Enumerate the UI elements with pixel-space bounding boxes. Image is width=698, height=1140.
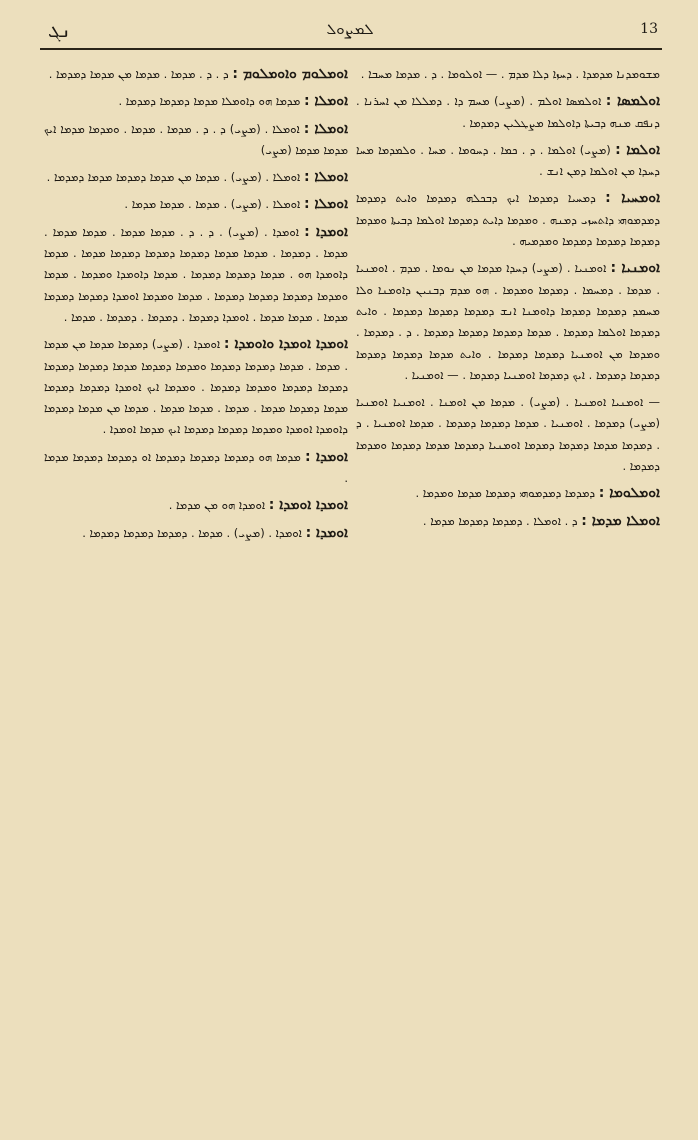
page-header <box>40 16 660 52</box>
page-number: 13 <box>640 21 658 37</box>
dictionary-entry <box>44 523 348 544</box>
entry-text: ܡܕܡܐ ܗܘ ܕܡܕܡܐ ܕܡܕܡܐ ܕܡܕܡܐ ܐܘ ܕܡܕܡܐ ܕܡܕܡܐ ܡܕܡܐ . <box>44 449 348 486</box>
entry-headword: ܐܘܡܠܘܡ ܘܐܘܡܠܘܡ : <box>232 66 348 82</box>
entry-headword: ܐܘܡܕܐ : <box>305 524 348 541</box>
right-column <box>356 64 660 1124</box>
running-title: ܠܡܨܘܠ <box>326 20 374 38</box>
entry-text: ܐܘܡܕܐ . (ܡܨܝ) . ܡܕܡܐ . ܕܡܕܡܐ ܕܡܕܡܐ ܕܡܕܡܐ . <box>82 525 302 540</box>
entry-headword: ܐܘܡܕܐ ܐܘܡܕܐ : <box>268 497 348 514</box>
dictionary-entry <box>44 495 348 516</box>
entry-text: ܐܘܡܕܐ . (ܡܨܝ) ܕܡܕܡܐ ܡܕܡܐ ܡܢ ܡܕܡܐ . ܡܕܡܐ . ܡܕܡܐ ܕܡܕܡܐ ܕܡܕܡܐ ܘܡܕܡܐ ܕܡܕܡܐ ܡܕܡܐ ܕܡܕܡܐ ܕܡܕܡܐ ܕܡܕܡܐ ܕܡܕܡܐ ܘܡܕܡܐ ܕܡܕܡܐ . ܘܡܕܡܐ ܐܝܟ ܐܘܡܕܐ ܕܡܕܡܐ ܕܡܕܡܐ ܡܕܡܐ ܕܡܕܡܐ ܡܕܡܐ . ܡܕܡܐ . ܡܕܡܐ ܡܕܡܐ . ܡܕܡܐ ܡܢ ܡܕܡܐ ܕܡܕܡܐ ܕܐܘܡܕܐ ܐܘܡܕܐ ܘܡܕܡܐ ܕܡܕܡܐ ܕܡܕܡܐ ܐܝܟ ܡܕܡܐ ܐܘܡܕܐ . <box>44 337 348 437</box>
dictionary-entry <box>44 167 348 188</box>
dictionary-entry <box>44 119 348 162</box>
entry-text: ܐܘܡܕܐ ܗܘ ܡܢ ܡܕܡܐ . <box>168 498 266 513</box>
entry-text: ܕ . ܕ . ܡܕܡܐ . ܡܕܡܐ ܡܢ ܡܕܡܐ ܕܡܕܡܐ . <box>48 67 229 81</box>
entry-headword: ܐܘܡܕܐ : <box>305 448 348 465</box>
entry-headword: ܐܘܡܠܐ ܡܕܡܐ : <box>581 512 660 529</box>
entry-text: ܐܘܡܠܐ . (ܡܨܝ) . ܡܕܡܐ ܡܢ ܡܕܡܐ ܕܡܕܡܐ ܡܕܡܐ ܕܡܕܡܐ . <box>46 170 301 185</box>
dictionary-entry <box>356 392 660 477</box>
entry-text: ܡܫܘܡܕܢܐ ܡܕܡܕܐ . ܕܚܙܐ ܕܠܐ ܡܕܡ . — ܐܘܠܘܡܐ . ܕ . ܡܕܡܐ ܡܚܒܐ . <box>360 67 660 81</box>
entry-headword: ܐܘܡܕܐ : <box>304 223 348 240</box>
dictionary-entry <box>356 483 660 504</box>
entry-headword: ܐܘܡܠܐ : <box>303 169 348 186</box>
entry-text: ܐܘܠܡܣܐ ܐܘܠܡ . (ܡܨܝ) ܡܚܡ ܕܐ . ܕܡܠܠܐ ܡܢ ܐܚܪܢܐ . ܕܢܦܩ ܡܢܗ ܕܒܝܬܐ ܕܐܘܠܡܐ ܡܨܛܠܝܢ ܕܡܕܡܐ . <box>356 94 660 130</box>
dictionary-entry <box>44 194 348 215</box>
entry-headword: ܐܘܡܠܐ : <box>303 93 348 110</box>
dictionary-entry <box>356 258 660 386</box>
entry-text: ܕܡܚܝܐ ܕܡܕܡܐ ܐܝܟ ܕܒܟܠܗ ܕܡܕܡܐ ܘܐܝܬ ܕܡܕܡܐ ܕܡܕܡܘܗܝ ܕܐܬܚܙܝ ܕܡܢܗ . ܘܡܕܡܐ ܕܐܝܬ ܕܡܕܡܐ ܐܘܠܡܐ ܕܒܝܬܐ ܘܡܕܡܐ ܕܡܕܡܐ ܕܡܕܡܐ ܕܡܕܡܐ ܘܡܕܡܝܗ . <box>356 191 660 249</box>
header-left-mark: ܢܓ <box>48 18 71 42</box>
entry-text: ܐܘܡܠܐ . (ܡܨܝ) ܕ . ܕ . ܡܕܡܐ . ܡܕܡܐ . ܘܡܕܡܐ ܡܕܡܐ ܐܝܟ ܡܕܡܐ ܡܕܡܐ (ܡܨܝ) <box>44 121 348 157</box>
entry-headword: ܐܘܠܡܐ : <box>615 141 660 158</box>
dictionary-entry <box>356 188 660 252</box>
entry-text: ܕ . ܐܘܡܠܐ . ܕܡܕܡܐ ܕܡܕܡܐ ܡܕܡܐ . <box>422 513 578 528</box>
entry-headword: ܐܘܡܠܐ : <box>303 120 348 137</box>
entry-headword: ܐܘܠܡܣܐ : <box>605 93 660 110</box>
entry-headword: ܐܘܡܠܘܡܐ : <box>598 485 660 502</box>
dictionary-entry <box>356 511 660 532</box>
dictionary-entry <box>356 91 660 134</box>
entry-text: ܐܘܡܠܐ . (ܡܨܝ) . ܡܕܡܐ . ܡܕܡܐ ܡܕܡܐ . <box>124 197 301 212</box>
dictionary-entry <box>44 447 348 490</box>
entry-headword: ܐܘܡܕܐ ܐܘܡܕܐ ܘܐܘܡܕܐ : <box>223 336 348 353</box>
dictionary-entry <box>44 334 348 440</box>
dictionary-entry <box>44 222 348 328</box>
dictionary-entry <box>356 64 660 85</box>
entry-text: ܐܘܡܕܐ . (ܡܨܝ) . ܕ . ܕ . ܡܕܡܐ ܡܕܡܐ . ܡܕܡܐ ܡܕܡܐ . ܡܕܡܐ . ܕܡܕܡܐ . ܡܕܡܐ ܡܕܡܐ ܕܡܕܡܐ ܕܡܕܡܐ ܕܡܕܡܐ ܡܕܡܐ . ܡܕܡܐ ܕܐܘܡܕܐ ܗܘ . ܡܕܡܐ ܕܡܕܡܐ ܕܡܕܡܐ . ܡܕܡܐ ܕܐܘܡܕܐ ܘܡܕܡܐ . ܡܕܡܐ ܘܡܕܡܐ ܕܡܕܡܐ ܕܡܕܡܐ ܕܡܕܡܐ . ܡܕܡܐ ܘܡܕܡܐ ܐܘܡܕܐ ܕܡܕܡܐ ܕܡܕܡܐ ܡܕܡܐ . ܡܕܡܐ ܡܕܡܐ . ܐܘܡܕܐ ܕܡܕܡܐ . ܕܡܕܡܐ . ܕܡܕܡܐ . ܡܕܡܐ . <box>44 224 348 324</box>
dictionary-entry <box>44 91 348 112</box>
header-rule <box>40 48 662 50</box>
entry-headword: ܐܘܡܢܝܐ : <box>610 260 660 277</box>
entry-text: ܐܘܡܢܝܐ . (ܡܨܝ) ܕܚܕܐ ܡܕܡܐ ܡܢ ܢܘܡܐ . ܡܕܡ . ܐܘܡܢܝܐ . ܡܕܡܐ . ܕܡܚܡܐ . ܕܡܕܡܐ ܘܡܕܡܐ . ܗܘ ܡܕܡ ܕܒܢܝܢ ܕܐܘܡܢܐ ܘܠܐ ܡܚܡܕ ܕܡܕܡܐ ܕܡܕܡܐ ܕܐܘܡܢܐ ܐܢܫ ܕܡܕܡܐ ܕܡܕܡܐ ܕܡܕܡܐ . ܘܐܝܬ ܕܡܕܡܐ ܐܘܠܡܐ ܕܡܕܡܐ . ܡܕܡܐ ܕܡܕܡܐ ܕܡܕܡܐ ܕܡܕܡܐ . ܕ . ܕܡܕܡܐ . ܘܡܕܡܐ ܡܢ ܐܘܡܢܝܐ ܕܡܕܡܐ ܕܡܕܡܐ . ܘܐܝܬ ܡܕܡܐ ܕܡܕܡܐ ܕܡܕܡܐ ܕܡܕܡܐ ܕܡܕܡܐ . ܐܝܟ ܕܡܕܡܐ ܐܘܡܢܝܐ ܕܡܕܡܐ . — ܐܘܡܢܝܐ . <box>356 261 660 382</box>
entry-headword: ܐܘܡܠܐ : <box>303 196 348 213</box>
entry-text: — ܐܘܡܢܝܐ ܐܘܡܢܝܐ . (ܡܨܝ) . ܡܕܡܐ ܡܢ ܐܘܡܢܐ . ܐܘܡܢܝܐ ܐܘܡܢܝܐ (ܡܨܝ) ܕܡܕܡܐ . ܐܘܡܢܝܐ . ܡܕܡܐ ܕܡܕܡܐ ܕܡܕܡܐ . ܡܕܡܐ ܐܘܡܢܝܐ . ܕ . ܕܡܕܡܐ ܡܕܡܐ ܕܡܕܡܐ ܕܡܕܡܐ ܐܘܡܢܝܐ ܕܡܕܡܐ ܡܕܡܐ ܕܡܕܡܐ ܘܡܕܡܐ ܕܡܕܡܐ . <box>356 395 660 474</box>
left-column <box>44 64 348 1124</box>
entry-text: ܕܡܕܡܐ ܕܡܕܡܘܗܝ ܕܡܕܡܐ ܡܕܡܐ ܘܡܕܡܐ . <box>415 486 596 501</box>
entry-text: (ܡܨܝ) ܐܘܠܡܐ . ܕ . ܟܡܐ . ܕܚܘܡܐ . ܡܚܐ . ܘܠܡܕܡܐ ܡܚܐ ܕܚܕܐ ܡܢ ܐܘܠܡܐ ܕܡܢ ܐܢܫ . <box>356 142 660 179</box>
dictionary-entry <box>44 64 348 85</box>
entry-text: ܡܕܡܐ ܗܘ ܕܐܘܡܠܐ ܡܕܡܐ ܕܡܕܡܐ ܕܡܕܡܐ . <box>118 94 301 109</box>
dictionary-entry <box>356 140 660 183</box>
entry-headword: ܐܘܡܚܝܐ : <box>605 190 660 207</box>
